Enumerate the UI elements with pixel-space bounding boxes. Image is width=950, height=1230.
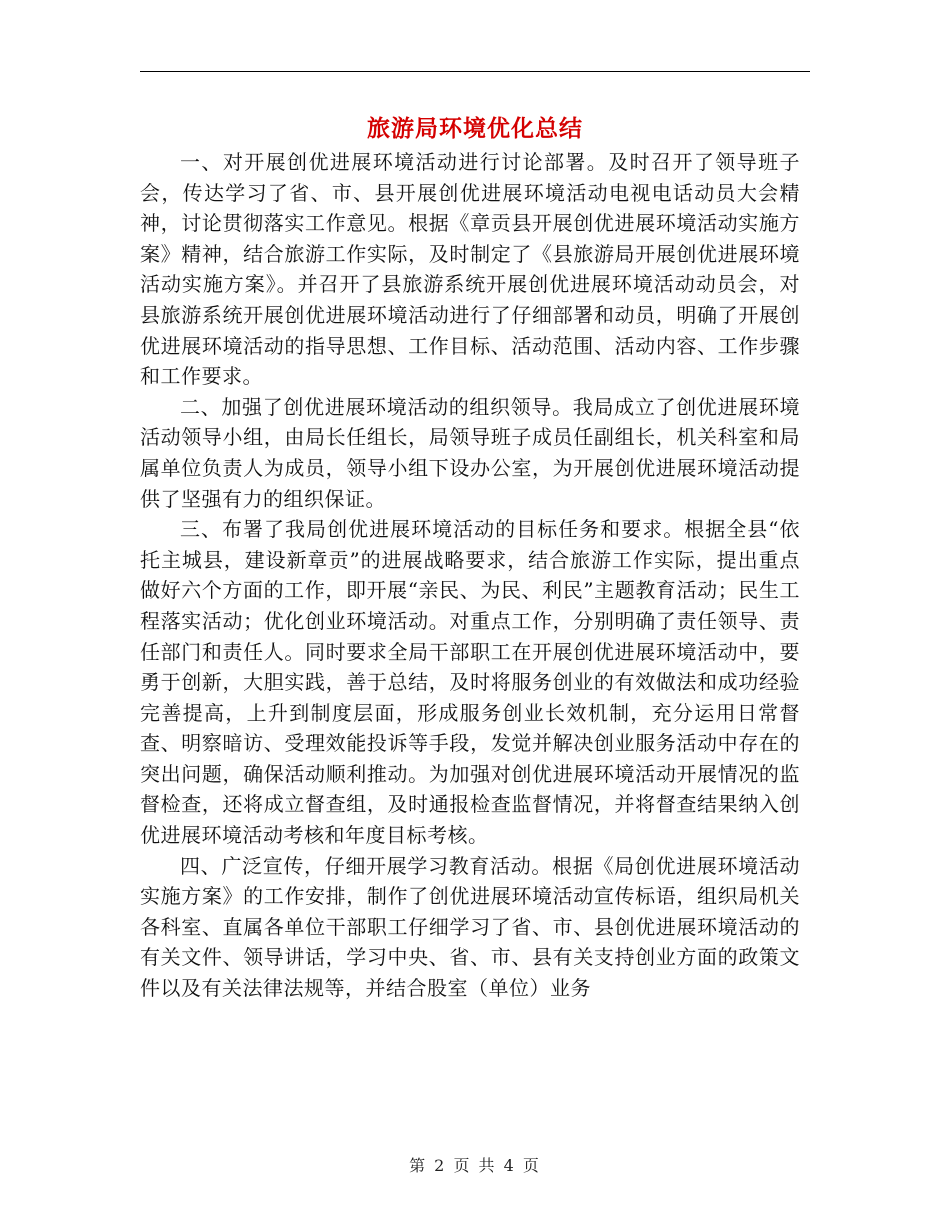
paragraph-2: 二、加强了创优进展环境活动的组织领导。我局成立了创优进展环境活动领导小组，由局长任组长，局领导班子成员任副组长，机关科室和局属单位负责人为成员，领导小组下设办公室，为开展创优进展环境活动提供了坚强有力的组织保证。 (140, 394, 800, 511)
paragraph-4: 四、广泛宣传，仔细开展学习教育活动。根据《局创优进展环境活动实施方案》的工作安排，制作了创优进展环境活动宣传标语，组织局机关各科室、直属各单位干部职工仔细学习了省、市、县创优进展环境活动的有关文件、领导讲话，学习中央、省、市、县有关支持创业方面的政策文件以及有关法律法规等，并结合股室（单位）业务 (140, 853, 800, 1001)
document-title: 旅游局环境优化总结 (367, 116, 583, 142)
paragraph-3: 三、布署了我局创优进展环境活动的目标任务和要求。根据全县“依托主城县，建设新章贡”的进展战略要求，结合旅游工作实际，提出重点做好六个方面的工作，即开展“亲民、为民、利民”主题教育活动；民生工程落实活动；优化创业环境活动。对重点工作，分别明确了责任领导、责任部门和责任人。同时要求全局干部职工在开展创优进展环境活动中，要勇于创新，大胆实践，善于总结，及时将服务创业的有效做法和成功经验完善提高，上升到制度层面，形成服务创业长效机制，充分运用日常督查、明察暗访、受理效能投诉等手段，发觉并解决创业服务活动中存在的突出问题，确保活动顺利推动。为加强对创优进展环境活动开展情况的监督检查，还将成立督查组，及时通报检查监督情况，并将督查结果纳入创优进展环境活动考核和年度目标考核。 (140, 517, 800, 848)
paragraph-1: 一、对开展创优进展环境活动进行讨论部署。及时召开了领导班子会，传达学习了省、市、县开展创优进展环境活动电视电话动员大会精神，讨论贯彻落实工作意见。根据《章贡县开展创优进展环境活动实施方案》精神，结合旅游工作实际，及时制定了《县旅游局开展创优进展环境活动实施方案》。并召开了县旅游系统开展创优进展环境活动动员会，对县旅游系统开展创优进展环境活动进行了仔细部署和动员，明确了开展创优进展环境活动的指导思想、工作目标、活动范围、活动内容、工作步骤和工作要求。 (140, 150, 800, 389)
header-rule (140, 71, 810, 72)
document-body (140, 147, 800, 1004)
page-number-footer: 第 2 页 共 4 页 (409, 1156, 541, 1175)
